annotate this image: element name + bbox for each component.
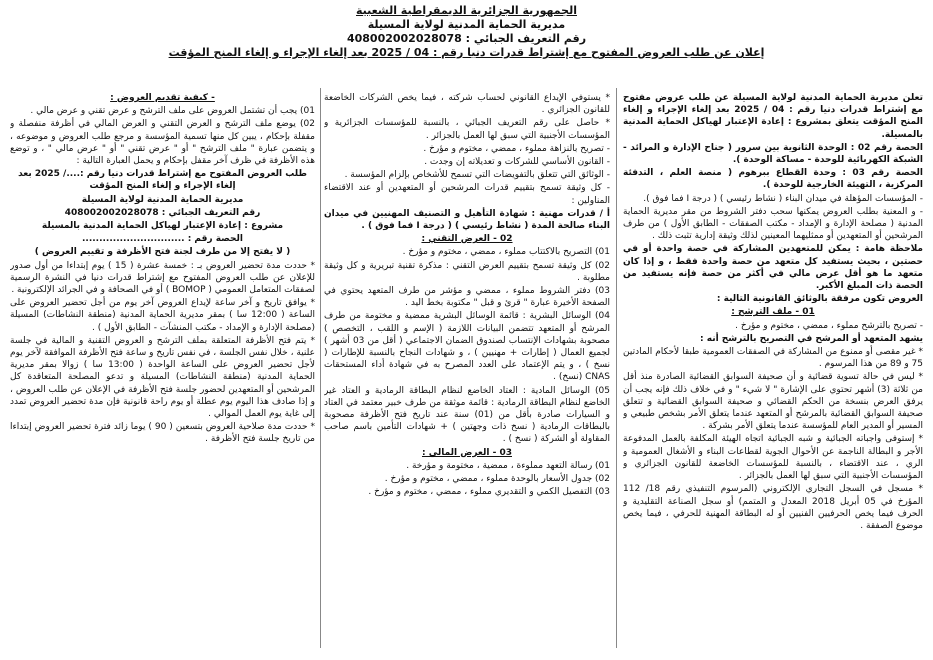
directorate-title: مديرية الحماية المدنية لولاية المسيلة bbox=[367, 18, 566, 31]
section-heading: 01 - ملف الترشح : bbox=[731, 307, 815, 318]
paragraph: - المؤسسات المؤهلة في ميدان البناء ( نشاط رئيسي ) ( درجة I فما فوق ). bbox=[643, 193, 923, 204]
column-left bbox=[10, 92, 315, 654]
paragraph: 01) يجب أن تشتمل العروض على ملف الترشح و عرض تقني و عرض مالي . bbox=[30, 106, 315, 117]
column-divider bbox=[320, 88, 321, 648]
paragraph: - كل وثيقة تسمح بتقييم قدرات المرشحين أو المتعهدين أو عند الاقتضاء المناولين : bbox=[324, 183, 610, 206]
paragraph: تعلن مديرية الحماية المدنية لولاية المسيلة عن طلب عروض مفتوح مع إشتراط قدرات دنيا رقم : 04 / 2025 بعد إلغاء الإجراء و إلغاء المنح المؤقت يتعلق بمشروع : إعادة الإعتبار لهياكل الحماية المدنية بالمسيلة. bbox=[623, 93, 923, 140]
envelope-label: طلب العروض المفتوح مع إشتراط قدرات دنيا رقم :..../ 2025 بعد إلغاء الإجراء و إلغاء المنح المؤقت bbox=[18, 169, 307, 192]
envelope-label: الحصة رقم : .............................. bbox=[82, 234, 243, 245]
envelope-label: مديرية الحماية المدنية لولاية المسيلة bbox=[81, 194, 244, 205]
paragraph: * حددت مدة صلاحية العروض بتسعين ( 90 ) يوما زائد فترة تحضير العروض إبتداءا من تاريخ جلسة فتح الأظرفة . bbox=[10, 422, 315, 445]
section-heading: 02 - العرض التقني : bbox=[421, 234, 513, 245]
paragraph: * ليس في حالة تسوية قضائية و أن صحيفة السوابق القضائية الصادرة منذ أقل من ثلاثة (3) أشهر تحتوي على الإشارة " لا شيء " و في خلاف ذلك فإنه يجب أن يرفق العرض بنسخة من الحكم القضائي و صحيفة السوابق القضائية و تتعلق صحيفة السوابق القضائية بالمرشح أو المتعهد عندما يتعلق الأمر بشخص طبيعي و المسير أو المدير العام للمؤسسة عندما يتعلق الأمر بشركة . bbox=[623, 372, 923, 432]
paragraph: * يوافق تاريخ و آخر ساعة لإيداع العروض آخر يوم من أجل تحضير العروض على الساعة ( 12:00 سا ) بمقر مديرية الحماية المدنية (منطقة النشاطات) المسيلة (مصلحة الإدارة و الإمداد - مكتب المنشآت - الطابق الأول ) . bbox=[10, 298, 315, 333]
paragraph: 03) دفتر الشروط مملوء ، ممضي و مؤشر من طرف المتعهد يحتوي في الصفحة الأخيرة عبارة " قرئ و قبل " مكتوبة بخط اليد . bbox=[324, 286, 610, 309]
paragraph: * مسجل في السجل التجاري الإلكتروني (المرسوم التنفيذي رقم 18/ 112 المؤرخ في 05 أبريل 2018 المعدل و المتمم) أو سجل الصناعة التقليدية و الحرف فيما يخص الحرفيين الفنيين أو له البطاقة المهنية للحرفي ، فيما يخص موضوع الصفقة . bbox=[623, 484, 923, 531]
paragraph: - القانون الأساسي للشركات و تعديلاته إن وجدت . bbox=[424, 157, 610, 168]
paragraph: * غير مقصى أو ممنوع من المشاركة في الصفقات العمومية طبقا لأحكام المادتين 75 و 89 من هذا المرسوم . bbox=[623, 347, 923, 370]
paragraph: - و المعنية بطلب العروض يمكنها سحب دفتر الشروط من مقر مديرية الحماية المدنية ( مصلحة الإدارة و الإمداد - مكتب الصفقات - الطابق الأول ) من طرف المرشحين أو المتعهدين أو ممثليهما المعينين لذلك وثيقة إدارية تثبت ذلك . bbox=[623, 206, 923, 242]
paragraph: * إستوفى واجباته الجبائية و شبه الجبائية اتجاه الهيئة المكلفة بالعمل المدفوعة الأجر و البطالة الناجمة عن الأحوال الجوية لقطاعات البناء و الأشغال العمومية و الري ، عند الاقتضاء ، بالنسبة للمؤسسات الخاضعة للقانون الجزائري و المؤسسات الأجنبية التي سبق لها العمل بالجزائر . bbox=[623, 434, 923, 482]
paragraph: الحصة رقم 03 : وحدة القطاع ببرهوم ( منصة العلم ، التدفئة المركزية ، التهيئة الخارجية للوحدة ). bbox=[623, 168, 923, 191]
notice-title: إعلان عن طلب العروض المفتوح مع إشتراط قدرات دنيا رقم : 04 / 2025 بعد إلغاء الإجراء و إلغاء المنح المؤقت bbox=[168, 46, 765, 59]
paragraph: 01) التصريح بالاكتتاب مملوء ، ممضي ، مختوم و مؤرخ . bbox=[402, 247, 610, 258]
paragraph: 04) الوسائل البشرية : قائمة الوسائل البشرية ممضية و مختومة من طرف المرشح أو المتعهد تتضمن البيانات اللازمة ( الإسم و اللقب ، التخصص ) مصحوبة بشهادات الإنتساب لصندوق الضمان الاجتماعي ( أقل من 03 أشهر ) لجميع العمال ( إطارات + مهنيين ) ، و شهادات النجاح بالنسبة للإطارات ( نسخ ) ، و يتم الإعتماد على العدد المصرح به في شهادة أداء المستحقات CNAS (نسخ) . bbox=[324, 311, 610, 383]
paragraph: 02) كل وثيقة تسمح بتقييم العرض التقني : مذكرة تقنية تبريرية و كل وثيقة مطلوبة . bbox=[324, 260, 610, 283]
country-title: الجمهورية الجزائرية الديمقراطية الشعبية bbox=[356, 4, 577, 17]
paragraph: أ / قدرات مهنية : شهادة التأهيل و التصنيف المهنيين في ميدان البناء صالحة المدة ( نشاط رئيسي ) ( درجة I فما فوق ) . bbox=[324, 208, 610, 232]
envelope-label: رقم التعريف الجبائي : 408002002028078 bbox=[64, 207, 261, 218]
paragraph: * حاصل على رقم التعريف الجبائي ، بالنسبة للمؤسسات الجزائرية و المؤسسات الأجنبية التي سبق لها العمل بالجزائر . bbox=[324, 118, 610, 141]
paragraph: 01) رسالة التعهد مملوءة ، ممضية ، مختومة و مؤرخة . bbox=[406, 460, 610, 471]
column-divider bbox=[616, 88, 617, 648]
envelope-label: مشروع : إعادة الإعتبار لهياكل الحماية المدنية بالمسيلة bbox=[41, 221, 284, 232]
paragraph: 02) جدول الأسعار بالوحدة مملوء ، ممضي ، مختوم و مؤرخ . bbox=[384, 474, 610, 485]
column-right bbox=[623, 92, 923, 654]
column-middle bbox=[324, 92, 610, 654]
paragraph: ملاحظة هامة : يمكن للمتعهدين المشاركة في حصة واحدة أو في حصتين ، بحيث يستفيد كل متعهد من حصة واحدة فقط ، و إذا كان متعهد ما هو أقل عرض مالي في أكثر من حصة فإنه يستفيد من الحصة ذات المبلغ الأكبر. bbox=[623, 244, 923, 292]
paragraph: يشهد المتعهد أو المرشح في التصريح بالترشح أنه : bbox=[700, 333, 923, 344]
paragraph: - تصريح بالنزاهة مملوء ، ممضي ، مختوم و مؤرخ . bbox=[423, 143, 610, 154]
section-heading: 03 - العرض المالي : bbox=[421, 447, 512, 458]
paragraph: الحصة رقم 02 : الوحدة الثانوية بين سرور ( جناح الإدارة و المرائد - الشبكة الكهربائية للوحدة - مساكة الوحدة ). bbox=[623, 142, 923, 166]
paragraph: - الوثائق التي تتعلق بالتفويضات التي تسمح للأشخاص بإلزام المؤسسة . bbox=[344, 170, 610, 181]
paragraph: 05) الوسائل المادية : العتاد الخاضع لنظام البطاقة الرمادية و العتاد غير الخاضع لنظام البطاقة الرمادية : قائمة موثقة من طرف خبير معتمد في العتاد و السيارات صادرة بأقل من (01) سنة عند تاريخ فتح الأظرفة مصحوبة بالبطاقات الرمادية ( نسخ ذات وجهتين ) + شهادات التأمين باسم صاحب المقاولة أو الشركة ( نسخ ) . bbox=[324, 385, 610, 445]
fiscal-id: رقم التعريف الجبائي : 408002002028078 bbox=[346, 32, 587, 45]
envelope-label: ( لا يفتح إلا من طرف لجنة فتح الأظرفة و تقييم العروض ) bbox=[34, 247, 291, 258]
notice-header bbox=[0, 4, 933, 60]
paragraph: * حددت مدة تحضير العروض بـ : خمسة عشرة ( 15 ) يوم إبتداءا من أول صدور للإعلان عن طلب العروض المفتوح مع إشتراط قدرات دنيا في النشرة الرسمية لصفقات المتعامل العمومي ( BOMOP ) أو في الصحافة و في الجرائد الإلكترونية . bbox=[10, 260, 315, 296]
paragraph: 02) يوضع ملف الترشح و العرض التقني و العرض المالي في أظرفة منفصلة و مقفلة بإحكام ، يبين كل منها تسمية المؤسسة و مرجع طلب العروض و موضوعه ، و يتضمن عبارة " ملف الترشح " أو " عرض تقني " أو " عرض مالي " ، و توضع هذه الأظرفة في ظرف آخر مقفل بإحكام و يحمل العبارة التالية : bbox=[10, 119, 315, 167]
paragraph: 03) التفصيل الكمي و التقديري مملوء ، ممضي ، مختوم و مؤرخ . bbox=[368, 487, 610, 498]
paragraph: - تصريح بالترشح مملوء ، ممضي ، مختوم و مؤرخ . bbox=[735, 320, 923, 331]
paragraph: * يستوفي الإيداع القانوني لحساب شركته ، فيما يخص الشركات الخاضعة للقانون الجزائري . bbox=[324, 93, 610, 116]
section-heading: - كيفية تقديم العروض : bbox=[110, 93, 215, 103]
paragraph: العروض تكون مرفقة بالوثائق القانونية التالية : bbox=[716, 294, 923, 305]
paragraph: * يتم فتح الأظرفة المتعلقة بملف الترشح و العروض التقنية و المالية في جلسة علنية ، خلال نفس الجلسة ، في نفس تاريخ و ساعة فتح الأظرفة الموافقة لآخر يوم لأجل تحضير العروض على الساعة الواحدة ( 13:00 سا ) زوالا بمقر مديرية الحماية المدنية (منطقة النشاطات) المسيلة و تدعو المصلحة المتعاقدة كل المرشحين أو المتعهدين لحضور جلسة فتح الأظرفة في الإعلان عن طلب العروض ، و إذا صادف هذا اليوم يوم عطلة أو يوم راحة قانونية فإن مدة تحضير العروض تمدد إلى غاية يوم العمل الموالي . bbox=[10, 335, 315, 420]
